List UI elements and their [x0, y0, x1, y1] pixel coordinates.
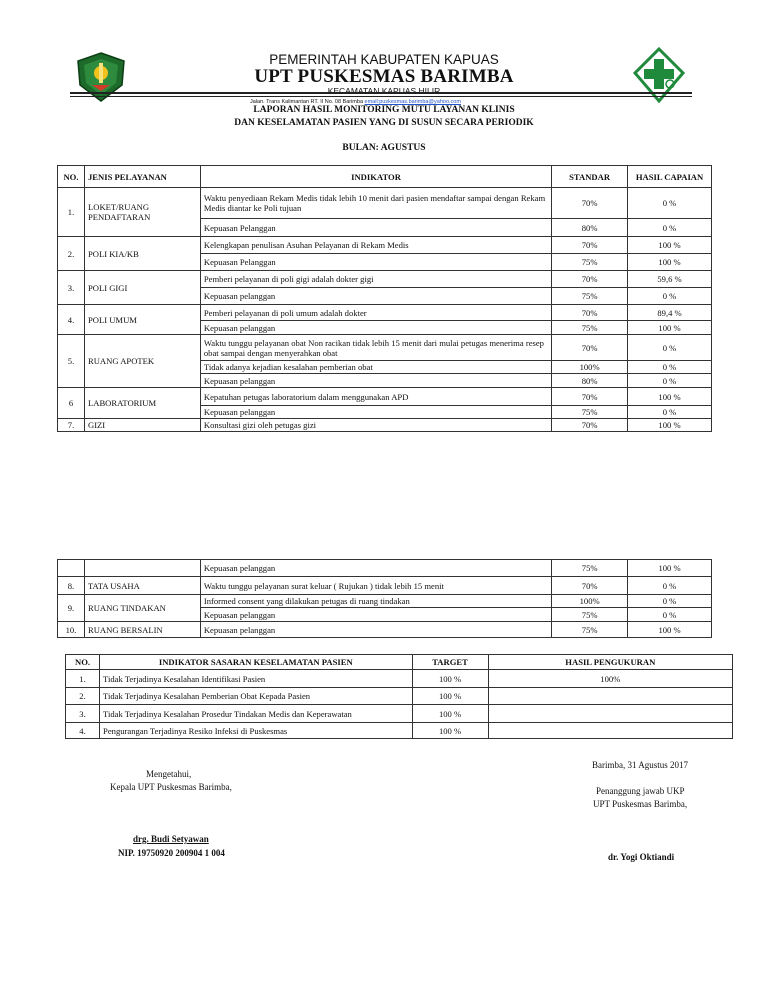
row-indicator: Kepuasan pelanggan [200, 622, 551, 638]
row-indicator: Kepuasan pelanggan [200, 560, 551, 577]
row-service [84, 560, 200, 577]
row-standard: 100% [552, 361, 628, 374]
row-no: 6 [58, 388, 85, 419]
row-standard: 70% [552, 305, 628, 321]
row-standard: 80% [552, 374, 628, 388]
col-no: NO. [66, 655, 100, 670]
row-target: 100 % [412, 688, 488, 705]
col-target: TARGET [412, 655, 488, 670]
row-no: 1. [58, 188, 85, 237]
row-indicator: Kepuasan Pelanggan [200, 219, 551, 237]
left-signer-nip: NIP. 19750920 200904 1 004 [118, 848, 225, 858]
row-result: 0 % [628, 361, 712, 374]
left-sign-line1: Mengetahui, [146, 769, 192, 779]
quality-table [57, 165, 712, 432]
col-safety-indicator: INDIKATOR SASARAN KESELAMATAN PASIEN [100, 655, 412, 670]
row-result: 100 % [628, 254, 712, 271]
row-result: 0 % [628, 288, 712, 305]
row-indicator: Kepuasan Pelanggan [200, 254, 551, 271]
col-result: HASIL CAPAIAN [628, 166, 712, 188]
row-indicator: Kepuasan pelanggan [200, 321, 551, 335]
col-service: JENIS PELAYANAN [84, 166, 200, 188]
row-result: 0 % [628, 374, 712, 388]
row-standard: 75% [552, 560, 628, 577]
table-row [66, 705, 733, 723]
row-service: POLI GIGI [84, 271, 200, 305]
row-result: 0 % [628, 608, 712, 622]
row-standard: 100% [552, 595, 628, 608]
table-row [58, 622, 712, 638]
row-indicator: Kepuasan pelanggan [200, 608, 551, 622]
header-rule [70, 92, 692, 94]
row-no: 2. [58, 237, 85, 271]
row-indicator: Kepatuhan petugas laboratorium dalam menggunakan APD [200, 388, 551, 406]
row-indicator: Kepuasan pelanggan [200, 288, 551, 305]
patient-safety-table [65, 654, 733, 739]
row-indicator: Kelengkapan penulisan Asuhan Pelayanan di Rekam Medis [200, 237, 551, 254]
sign-date: Barimba, 31 Agustus 2017 [592, 760, 688, 770]
row-no: 8. [58, 577, 85, 595]
row-result: 89,4 % [628, 305, 712, 321]
row-standard: 75% [552, 254, 628, 271]
row-measurement: 100% [488, 670, 732, 688]
row-no: 4. [58, 305, 85, 335]
gov-name: PEMERINTAH KABUPATEN KAPUAS [269, 52, 499, 67]
row-service: GIZI [84, 419, 200, 432]
table-row [66, 670, 733, 688]
row-result: 0 % [628, 219, 712, 237]
left-signer-name: drg. Budi Setyawan [133, 834, 209, 844]
row-indicator: Waktu penyediaan Rekam Medis tidak lebih 10 menit dari pasien mendaftar sampai dengan Rekam Medis diantar ke Poli tujuan [200, 188, 551, 219]
row-no: 1. [66, 670, 100, 688]
row-service: POLI UMUM [84, 305, 200, 335]
table-row [58, 237, 712, 254]
row-indicator: Tidak Terjadinya Kesalahan Identifikasi Pasien [100, 670, 412, 688]
row-indicator: Tidak adanya kejadian kesalahan pemberian obat [200, 361, 551, 374]
right-sign-line2: UPT Puskesmas Barimba, [593, 799, 688, 809]
row-no [58, 560, 85, 577]
row-indicator: Informed consent yang dilakukan petugas di ruang tindakan [200, 595, 551, 608]
row-service: LABORATORIUM [84, 388, 200, 419]
row-target: 100 % [412, 723, 488, 739]
row-indicator: Konsultasi gizi oleh petugas gizi [200, 419, 551, 432]
right-sign-line1: Penanggung jawab UKP [596, 786, 685, 796]
row-service: RUANG APOTEK [84, 335, 200, 388]
email-link[interactable]: email:puskesmas.barimba@yahoo.com [364, 99, 461, 105]
row-indicator: Pengurangan Terjadinya Resiko Infeksi di Puskesmas [100, 723, 412, 739]
quality-table-continued [57, 559, 712, 638]
row-result: 0 % [628, 577, 712, 595]
row-standard: 70% [552, 188, 628, 219]
row-service: TATA USAHA [84, 577, 200, 595]
table-row [58, 188, 712, 219]
row-indicator: Waktu tunggu pelayanan surat keluar ( Rujukan ) tidak lebih 15 menit [200, 577, 551, 595]
row-indicator: Tidak Terjadinya Kesalahan Pemberian Obat Kepada Pasien [100, 688, 412, 705]
row-no: 4. [66, 723, 100, 739]
org-name: UPT PUSKESMAS BARIMBA [254, 66, 514, 87]
row-service: LOKET/RUANG PENDAFTARAN [84, 188, 200, 237]
row-no: 3. [66, 705, 100, 723]
row-standard: 70% [552, 577, 628, 595]
row-indicator: Kepuasan pelanggan [200, 406, 551, 419]
row-service: RUANG BERSALIN [84, 622, 200, 638]
row-no: 2. [66, 688, 100, 705]
row-standard: 75% [552, 622, 628, 638]
table-row [66, 688, 733, 705]
row-target: 100 % [412, 670, 488, 688]
row-result: 100 % [628, 237, 712, 254]
row-indicator: Waktu tunggu pelayanan obat Non racikan tidak lebih 15 menit dari mulai petugas menerima resep obat sampai dengan menyerahkan obat [200, 335, 551, 361]
row-indicator: Kepuasan pelanggan [200, 374, 551, 388]
row-indicator: Pemberi pelayanan di poli gigi adalah dokter gigi [200, 271, 551, 288]
row-standard: 75% [552, 288, 628, 305]
row-indicator: Tidak Terjadinya Kesalahan Prosedur Tindakan Medis dan Keperawatan [100, 705, 412, 723]
row-standard: 70% [552, 271, 628, 288]
row-result: 100 % [628, 560, 712, 577]
row-result: 59,6 % [628, 271, 712, 288]
row-standard: 75% [552, 406, 628, 419]
table-row [58, 271, 712, 288]
report-title-2: DAN KESELAMATAN PASIEN YANG DI SUSUN SECARA PERIODIK [234, 118, 534, 128]
report-month: BULAN: AGUSTUS [342, 143, 426, 153]
row-standard: 70% [552, 335, 628, 361]
table-row [58, 335, 712, 361]
row-service: POLI KIA/KB [84, 237, 200, 271]
district-name: KECAMATAN KAPUAS HILIR [327, 86, 441, 96]
table-row [58, 560, 712, 577]
row-standard: 70% [552, 237, 628, 254]
row-result: 100 % [628, 622, 712, 638]
row-measurement [488, 723, 732, 739]
col-no: NO. [58, 166, 85, 188]
row-no: 10. [58, 622, 85, 638]
row-measurement [488, 688, 732, 705]
row-measurement [488, 705, 732, 723]
row-result: 0 % [628, 335, 712, 361]
col-indicator: INDIKATOR [200, 166, 551, 188]
row-result: 100 % [628, 321, 712, 335]
row-no: 9. [58, 595, 85, 622]
row-result: 0 % [628, 406, 712, 419]
left-sign-line2: Kepala UPT Puskesmas Barimba, [110, 782, 232, 792]
row-standard: 70% [552, 419, 628, 432]
row-standard: 75% [552, 321, 628, 335]
row-result: 100 % [628, 419, 712, 432]
row-result: 0 % [628, 595, 712, 608]
right-signer-name: dr. Yogi Oktiandi [608, 852, 675, 862]
table-row [58, 419, 712, 432]
report-title-1: LAPORAN HASIL MONITORING MUTU LAYANAN KLINIS [253, 105, 515, 115]
row-indicator: Pemberi pelayanan di poli umum adalah dokter [200, 305, 551, 321]
row-result: 0 % [628, 188, 712, 219]
row-target: 100 % [412, 705, 488, 723]
row-no: 7. [58, 419, 85, 432]
row-standard: 80% [552, 219, 628, 237]
row-service: RUANG TINDAKAN [84, 595, 200, 622]
table-row [58, 388, 712, 406]
row-standard: 75% [552, 608, 628, 622]
row-standard: 70% [552, 388, 628, 406]
header-rule-thin [70, 96, 692, 97]
row-result: 100 % [628, 388, 712, 406]
col-standard: STANDAR [552, 166, 628, 188]
col-measurement: HASIL PENGUKURAN [488, 655, 732, 670]
table-row [58, 305, 712, 321]
address: Jalan. Trans Kalimantan RT. II No. 08 Barimba [250, 99, 364, 105]
table-row [58, 577, 712, 595]
table-row [66, 723, 733, 739]
row-no: 3. [58, 271, 85, 305]
row-no: 5. [58, 335, 85, 388]
table-row [58, 595, 712, 608]
